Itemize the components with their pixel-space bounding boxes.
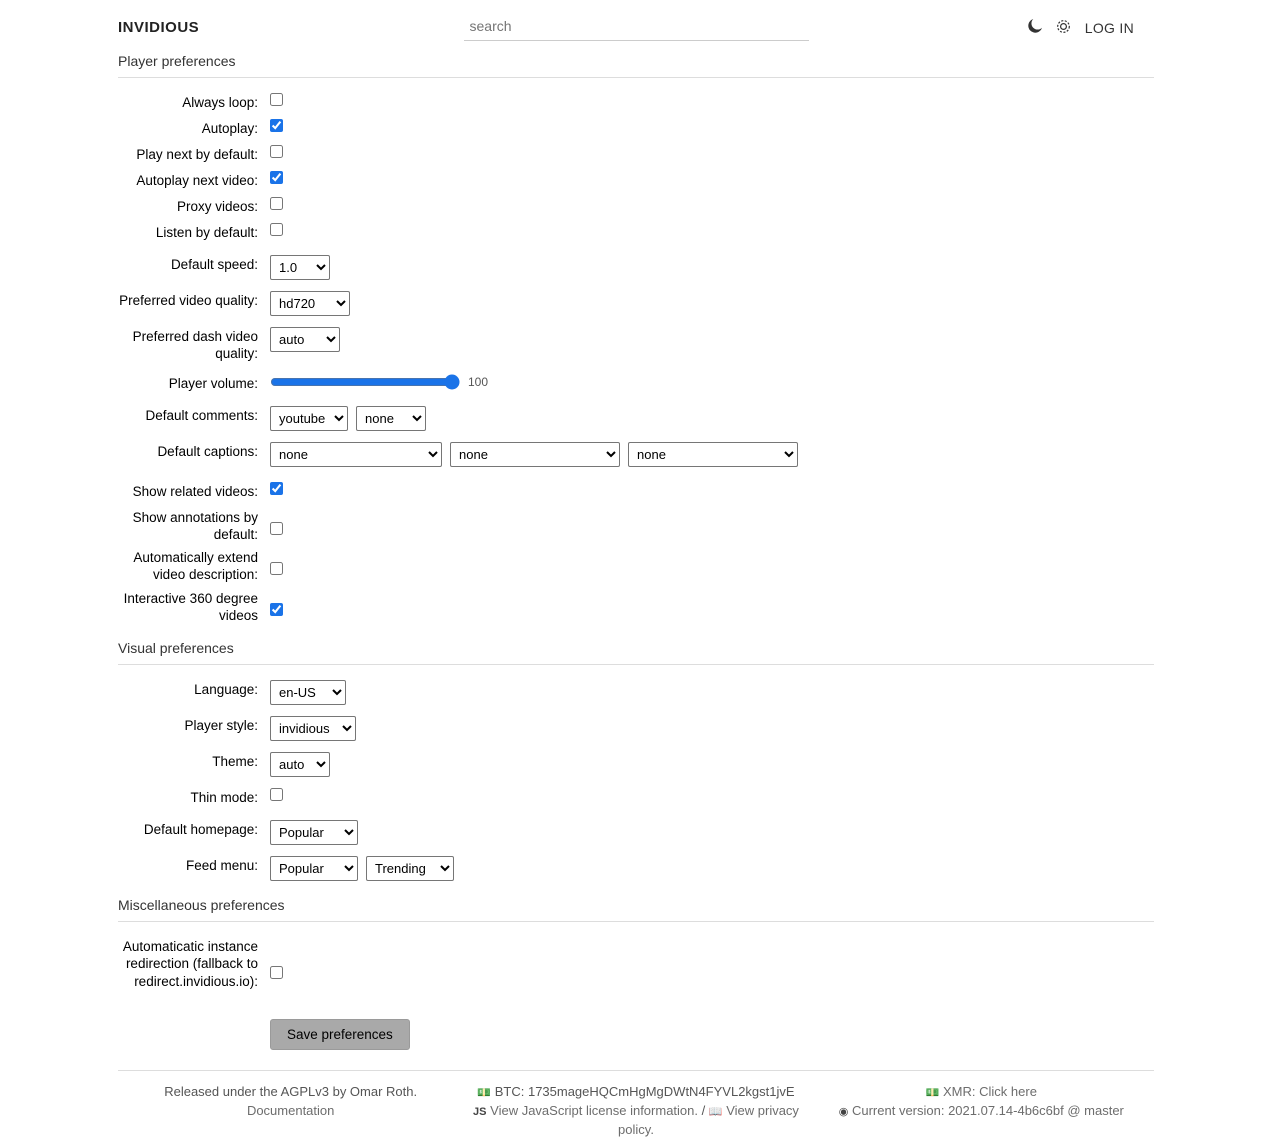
row-thin-mode [118, 787, 1154, 809]
navbar-center [365, 14, 907, 41]
label-player-style: Player style: [184, 718, 258, 734]
section-title-visual: Visual preferences [118, 638, 1154, 665]
label-interactive-360: Interactive 360 degree videos [123, 590, 258, 623]
row-preferred-dash-quality [118, 326, 1154, 363]
row-autoplay-next-video [118, 170, 1154, 192]
row-language [118, 679, 1154, 705]
row-player-style [118, 715, 1154, 741]
label-always-loop: Always loop: [182, 95, 258, 110]
label-save-spacer [118, 1018, 270, 1020]
row-proxy-videos [118, 196, 1154, 218]
github-icon: ◉ [838, 1105, 849, 1118]
book-icon: 📖 [708, 1105, 723, 1118]
slider-player-volume[interactable] [270, 374, 460, 390]
footer-xmr-line [815, 1083, 1148, 1102]
select-theme[interactable] [270, 752, 330, 777]
checkbox-autoplay[interactable] [270, 119, 283, 132]
footer-agpl-text: Released under the AGPLv3 by Omar Roth. [164, 1083, 418, 1099]
row-always-loop [118, 92, 1154, 114]
footer-js-license-link[interactable]: View JavaScript license information. [490, 1102, 698, 1118]
label-preferred-video-quality: Preferred video quality: [119, 293, 258, 308]
section-title-misc: Miscellaneous preferences [118, 895, 1154, 922]
footer-btc-text: BTC: 1735mageHQCmHgMgDWtN4FYVL2kgst1jvE [494, 1083, 795, 1099]
label-listen-by-default: Listen by default: [155, 225, 258, 240]
label-instance-redirect: Automaticatic instance redirection (fallback to redirect.invidious.io): [122, 939, 258, 989]
checkbox-interactive-360[interactable] [270, 603, 283, 616]
label-proxy-videos: Proxy videos: [176, 199, 258, 214]
label-feed-menu: Feed menu: [185, 858, 258, 874]
brand-logo[interactable]: INVIDIOUS [118, 19, 200, 36]
checkbox-play-next-by-default[interactable] [270, 145, 283, 158]
select-default-homepage[interactable] [270, 820, 358, 845]
row-interactive-360 [118, 588, 1154, 625]
select-feed-menu-2[interactable] [366, 856, 454, 881]
checkbox-listen-by-default[interactable] [270, 223, 283, 236]
navbar-right [907, 19, 1252, 37]
row-theme [118, 751, 1154, 777]
checkbox-instance-redirect[interactable] [270, 966, 283, 979]
label-language: Language: [194, 682, 258, 698]
row-preferred-video-quality [118, 290, 1154, 316]
money-icon: 💵 [477, 1086, 492, 1099]
select-default-comments-1[interactable] [270, 406, 348, 431]
row-show-annotations [118, 507, 1154, 544]
row-autoplay [118, 118, 1154, 140]
footer-btc-line [469, 1083, 802, 1102]
footer-privacy-policy-link[interactable]: View privacy policy. [618, 1102, 799, 1137]
label-extend-description: Automatically extend video description: [133, 550, 258, 583]
section-title-player: Player preferences [118, 51, 1154, 78]
row-listen-by-default [118, 222, 1154, 244]
label-show-annotations: Show annotations by default: [132, 509, 258, 542]
row-instance-redirect [118, 936, 1154, 990]
checkbox-thin-mode[interactable] [270, 788, 283, 801]
row-save [118, 1018, 1154, 1050]
label-default-speed: Default speed: [170, 257, 258, 272]
checkbox-proxy-videos[interactable] [270, 197, 283, 210]
row-default-speed [118, 254, 1154, 280]
row-default-homepage [118, 819, 1154, 845]
label-autoplay-next-video: Autoplay next video: [136, 173, 258, 188]
select-language[interactable] [270, 680, 346, 705]
select-default-captions-3[interactable] [628, 442, 798, 467]
footer-xmr-link[interactable]: XMR: Click here [943, 1083, 1037, 1099]
footer-separator: / [701, 1102, 706, 1118]
select-default-speed[interactable] [270, 255, 330, 280]
label-theme: Theme: [212, 754, 258, 770]
row-feed-menu [118, 855, 1154, 881]
checkbox-show-related-videos[interactable] [270, 482, 283, 495]
footer-version-line [815, 1102, 1148, 1121]
footer-version-link[interactable]: Current version: 2021.07.14-4b6c6bf @ master [851, 1102, 1124, 1118]
select-default-captions-1[interactable] [270, 442, 442, 467]
row-extend-description [118, 547, 1154, 584]
login-link[interactable]: LOG IN [1084, 19, 1134, 36]
page-footer [118, 1070, 1154, 1140]
checkbox-autoplay-next-video[interactable] [270, 171, 283, 184]
preferences-page [0, 51, 1272, 1050]
checkbox-always-loop[interactable] [270, 93, 283, 106]
label-default-homepage: Default homepage: [143, 822, 258, 838]
moon-icon[interactable] [1028, 19, 1042, 36]
select-feed-menu-1[interactable] [270, 856, 358, 881]
checkbox-extend-description[interactable] [270, 562, 283, 575]
footer-col-donate [463, 1083, 808, 1140]
checkbox-show-annotations[interactable] [270, 522, 283, 535]
label-show-related-videos: Show related videos: [132, 483, 258, 499]
row-default-comments [118, 405, 1154, 431]
row-default-captions [118, 441, 1154, 467]
footer-js-line [469, 1102, 802, 1140]
select-default-captions-2[interactable] [450, 442, 620, 467]
search-form [464, 14, 809, 41]
navbar-left [20, 19, 365, 36]
label-default-captions: Default captions: [157, 443, 258, 459]
label-default-comments: Default comments: [145, 407, 258, 423]
footer-col-license [118, 1083, 463, 1140]
row-play-next-by-default [118, 144, 1154, 166]
top-navbar [0, 0, 1272, 51]
select-player-style[interactable] [270, 716, 356, 741]
search-input[interactable] [464, 14, 809, 41]
label-player-volume: Player volume: [168, 375, 258, 391]
footer-documentation-link[interactable]: Documentation [246, 1102, 335, 1118]
save-preferences-button[interactable]: Save preferences [270, 1019, 410, 1050]
row-player-volume [118, 373, 1154, 395]
select-preferred-video-quality[interactable] [270, 291, 350, 316]
gear-icon[interactable] [1056, 19, 1071, 37]
player-volume-value: 100 [468, 374, 489, 389]
javascript-badge-icon: JS [473, 1105, 487, 1118]
label-autoplay: Autoplay: [201, 121, 258, 136]
label-thin-mode: Thin mode: [190, 790, 258, 806]
row-show-related-videos [118, 481, 1154, 503]
select-preferred-dash-quality[interactable] [270, 327, 340, 352]
label-preferred-dash-quality: Preferred dash video quality: [132, 329, 258, 362]
money-icon: 💵 [925, 1086, 940, 1099]
footer-col-version [809, 1083, 1154, 1140]
select-default-comments-2[interactable] [356, 406, 426, 431]
label-play-next-by-default: Play next by default: [136, 147, 258, 162]
